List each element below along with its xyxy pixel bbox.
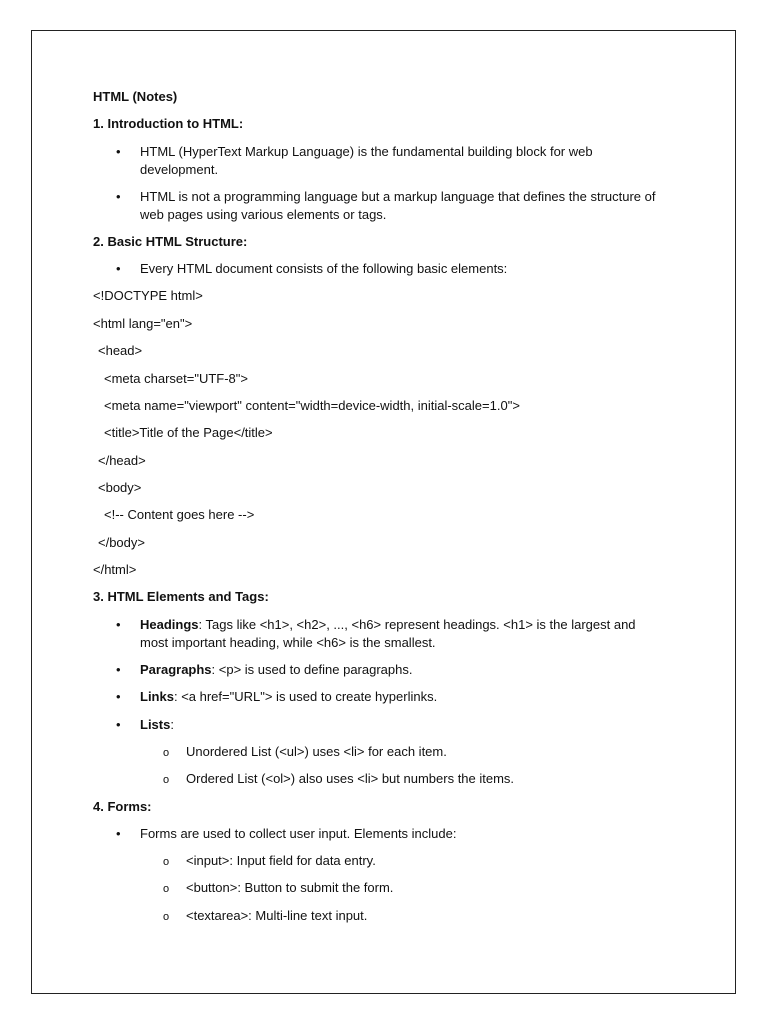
section-1-heading: 1. Introduction to HTML: [93, 116, 244, 131]
section-2-heading: 2. Basic HTML Structure: [93, 234, 248, 249]
code-line: <meta name="viewport" content="width=device-width, initial-scale=1.0"> [104, 398, 520, 413]
bullet-icon: • [116, 144, 121, 159]
links-description: : <a href="URL"> is used to create hyperlinks. [173, 689, 438, 704]
bullet-icon: • [116, 189, 121, 204]
bullet-icon: • [116, 689, 121, 704]
sub-bullet-icon: o [163, 911, 170, 923]
code-line: <!-- Content goes here --> [104, 507, 255, 522]
code-line: <html lang="en"> [93, 316, 193, 331]
section-3-heading: 3. HTML Elements and Tags: [93, 589, 269, 604]
s1-bullet-2: HTML is not a programming language but a markup language that defines the structure of web pages using various elements or tags. [140, 189, 656, 222]
sub-bullet-icon: o [163, 883, 170, 895]
bullet-icon: • [116, 662, 121, 677]
code-line: <title>Title of the Page</title> [104, 425, 273, 440]
sub-bullet-icon: o [163, 747, 170, 759]
section-4-heading: 4. Forms: [93, 799, 152, 814]
sub-bullet-icon: o [163, 774, 170, 786]
s4-sub-3: <textarea>: Multi-line text input. [186, 908, 368, 923]
s3-links-item [140, 688, 437, 706]
code-line: </html> [93, 562, 137, 577]
headings-description: : Tags like <h1>, <h2>, ..., <h6> represent headings. <h1> is the largest and most important heading, while <h6> is the smallest. [140, 617, 636, 650]
code-line: </head> [98, 453, 146, 468]
term-links: Links [140, 689, 174, 704]
s4-bullet-1: Forms are used to collect user input. Elements include: [140, 826, 457, 841]
bullet-icon: • [116, 717, 121, 732]
s1-bullet-1: HTML (HyperText Markup Language) is the fundamental building block for web development. [140, 144, 593, 177]
code-line: <head> [98, 343, 143, 358]
lists-colon: : [170, 717, 174, 732]
code-line: </body> [98, 535, 145, 550]
s3-lists-item [140, 716, 174, 734]
s3-sub-2: Ordered List (<ol>) also uses <li> but numbers the items. [186, 771, 515, 786]
term-headings: Headings [140, 617, 199, 632]
term-lists: Lists [140, 717, 171, 732]
bullet-icon: • [116, 617, 121, 632]
s4-sub-2: <button>: Button to submit the form. [186, 880, 394, 895]
bullet-icon: • [116, 261, 121, 276]
document-title: HTML (Notes) [93, 89, 178, 104]
s3-paragraphs-item [140, 661, 412, 679]
paragraphs-description: : <p> is used to define paragraphs. [211, 662, 413, 677]
document-page [31, 30, 736, 994]
code-line: <meta charset="UTF-8"> [104, 371, 248, 386]
code-line: <body> [98, 480, 142, 495]
code-line: <!DOCTYPE html> [93, 288, 203, 303]
s4-sub-1: <input>: Input field for data entry. [186, 853, 376, 868]
s3-headings-item [140, 616, 665, 652]
s3-sub-1: Unordered List (<ul>) uses <li> for each item. [186, 744, 447, 759]
s2-bullet-1: Every HTML document consists of the following basic elements: [140, 261, 508, 276]
term-paragraphs: Paragraphs [140, 662, 212, 677]
sub-bullet-icon: o [163, 856, 170, 868]
bullet-icon: • [116, 826, 121, 841]
